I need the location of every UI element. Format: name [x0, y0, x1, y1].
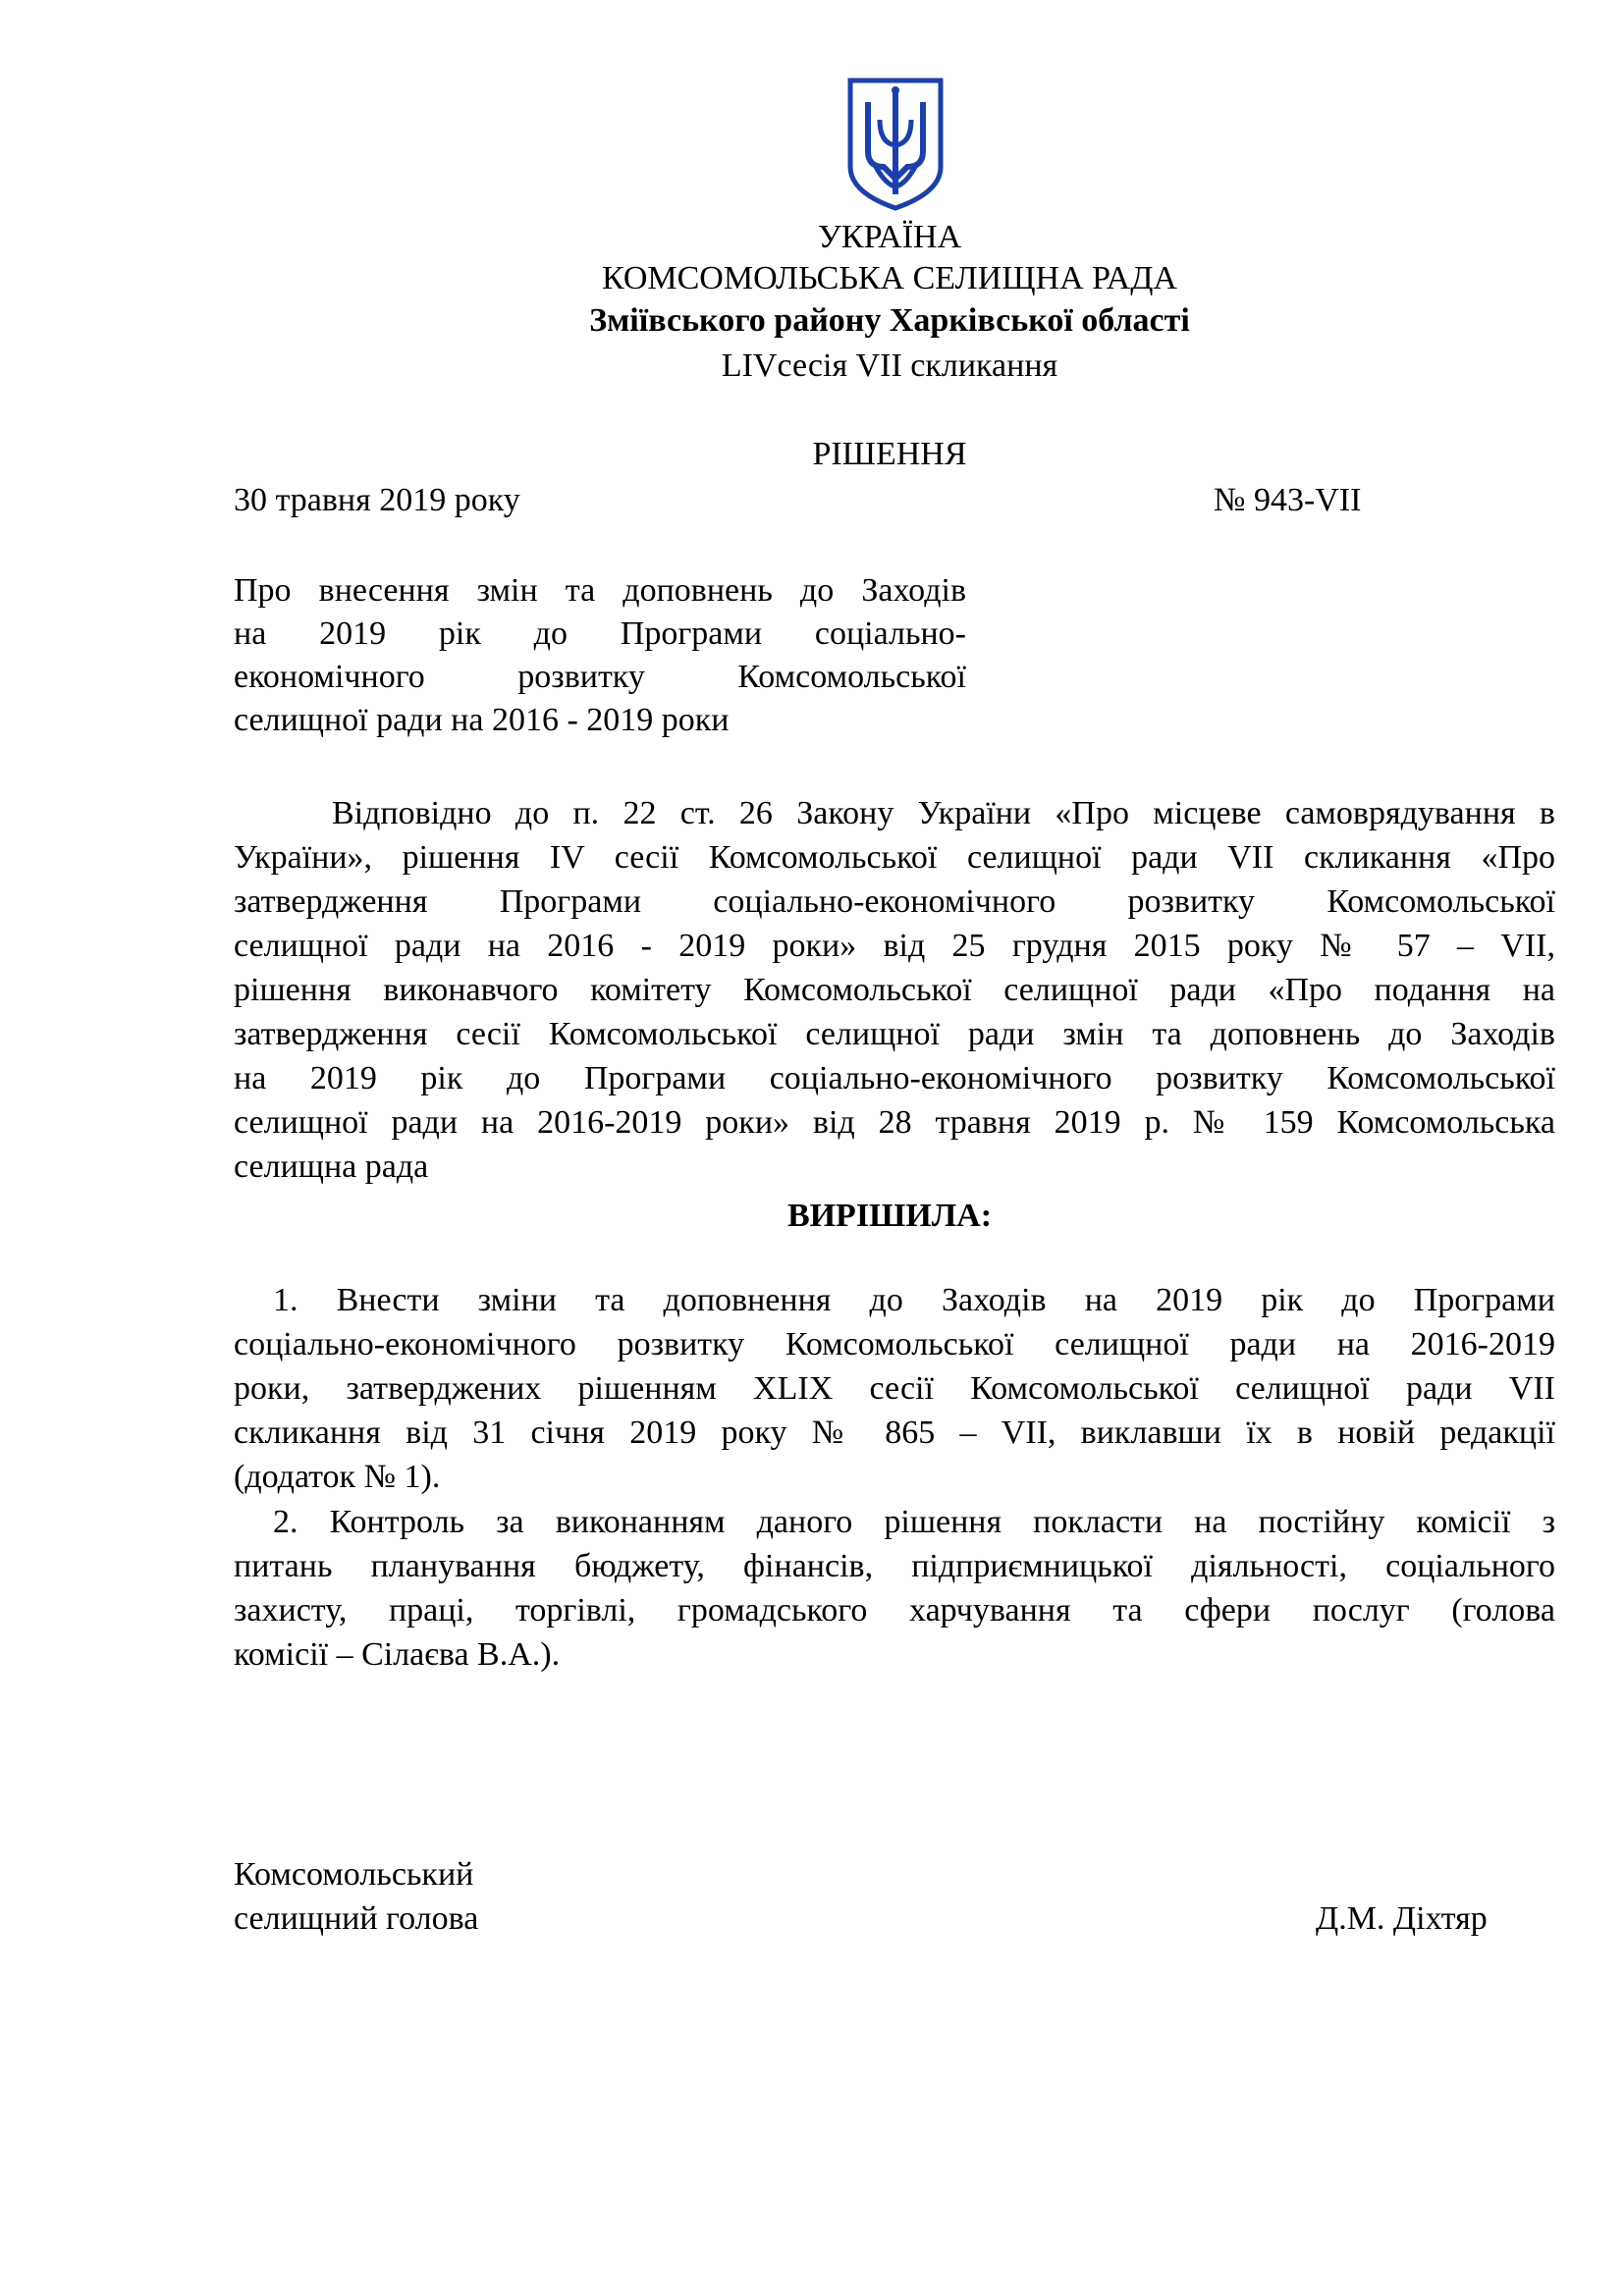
item-line: питань планування бюджету, фінансів, підприємницької діяльності, соціального: [234, 1548, 1555, 1584]
preamble-paragraph: [234, 791, 1555, 1189]
header-district: Зміївського району Харківської області: [589, 302, 1190, 339]
signatory-name: Д.М. Діхтяр: [1316, 1900, 1488, 1937]
subject-line: економічного розвитку Комсомольської: [234, 659, 966, 695]
item-line: (додаток № 1).: [234, 1459, 441, 1495]
decision-date: 30 травня 2019 року: [234, 482, 520, 518]
preamble-line: України», рішення IV сесії Комсомольської селищної ради VII скликання «Про: [234, 839, 1555, 876]
preamble-line: селищна рада: [234, 1148, 429, 1185]
signature-title-line1: Комсомольський: [234, 1856, 474, 1893]
decision-item-2: [234, 1500, 1555, 1677]
subject-line: Про внесення змін та доповнень до Заходів: [234, 572, 966, 609]
item-line: захисту, праці, торгівлі, громадського харчування та сфери послуг (голова: [234, 1592, 1555, 1629]
item-line: роки, затверджених рішенням XLIX сесії Комсомольської селищної ради VII: [234, 1370, 1555, 1407]
header-council: КОМСОМОЛЬСЬКА СЕЛИЩНА РАДА: [602, 260, 1177, 296]
item-line: соціально-економічного розвитку Комсомольської селищної ради на 2016-2019: [234, 1326, 1555, 1362]
preamble-line: затвердження Програми соціально-економічного розвитку Комсомольської: [234, 883, 1555, 920]
item-line: скликання від 31 січня 2019 року № 865 – VII, виклавши їх в новій редакції: [234, 1415, 1555, 1451]
preamble-line: на 2019 рік до Програми соціально-економічного розвитку Комсомольської: [234, 1060, 1555, 1096]
preamble-line: рішення виконавчого комітету Комсомольської селищної ради «Про подання на: [234, 972, 1555, 1008]
subject-line: селищної ради на 2016 - 2019 роки: [234, 702, 730, 738]
preamble-line: затвердження сесії Комсомольської селищної ради змін та доповнень до Заходів: [234, 1016, 1555, 1052]
document-type: РІШЕННЯ: [812, 436, 967, 472]
decision-subject: [234, 569, 966, 742]
preamble-line: Відповідно до п. 22 ст. 26 Закону України «Про місцеве самоврядування в: [332, 795, 1555, 831]
decision-number: № 943-VII: [1214, 482, 1362, 518]
preamble-line: селищної ради на 2016 - 2019 роки» від 25 грудня 2015 року № 57 – VII,: [234, 928, 1555, 964]
preamble-line: селищної ради на 2016-2019 роки» від 28 травня 2019 р. № 159 Комсомольська: [234, 1104, 1555, 1141]
item-line: комісії – Сілаєва В.А.).: [234, 1636, 561, 1673]
decision-item-1: [234, 1278, 1555, 1499]
signature-title-line2: селищний голова: [234, 1900, 479, 1937]
subject-line: на 2019 рік до Програми соціально-: [234, 615, 966, 652]
item-line: 2. Контроль за виконанням даного рішення покласти на постійну комісії з: [273, 1504, 1555, 1540]
item-line: 1. Внести зміни та доповнення до Заходів на 2019 рік до Програми: [273, 1282, 1555, 1318]
header-country: УКРАЇНА: [817, 219, 962, 255]
header-session: LIVсесія VII скликання: [721, 347, 1058, 384]
ukraine-coat-of-arms-icon: [846, 77, 945, 212]
resolved-heading: ВИРІШИЛА:: [786, 1198, 993, 1234]
